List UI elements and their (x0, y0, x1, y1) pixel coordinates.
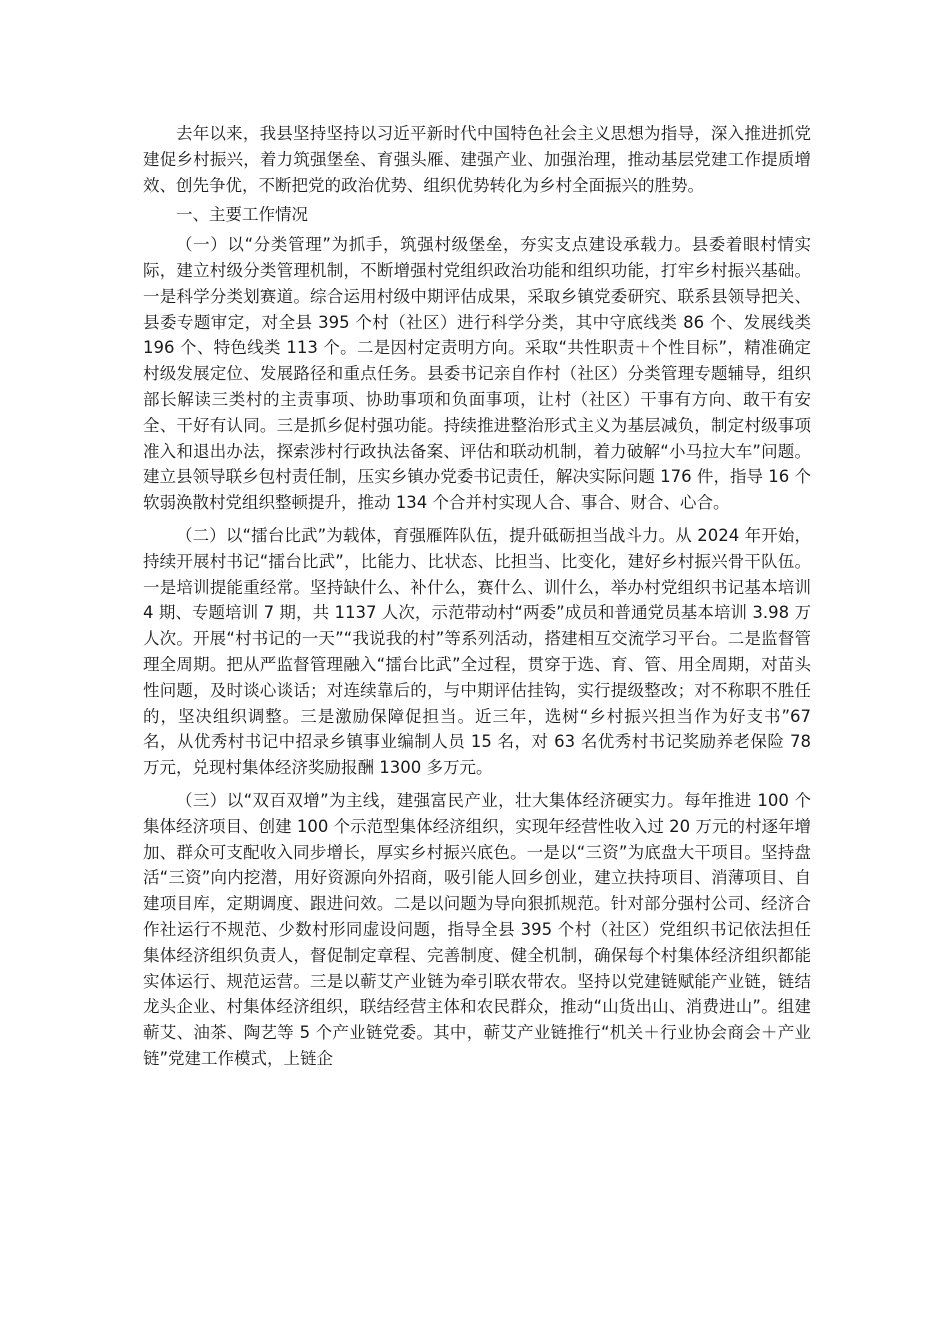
paragraph-3: （三）以“双百双增”为主线，建强富民产业，壮大集体经济硬实力。每年推进 100 个集体经济项目、创建 100 个示范型集体经济组织，实现年经营性收入过 20 万元的村逐年增加、群众可支配收入同步增长，厚实乡村振兴底色。一是以“三资”为底盘大干项目。坚持盘活“三资”向内挖潜，用好资源向外招商，吸引能人回乡创业，建立扶持项目、消薄项目、自建项目库，定期调度、跟进问效。二是以问题为导向狠抓规范。针对部分强村公司、经济合作社运行不规范、少数村形同虚设问题，指导全县 395 个村（社区）党组织书记依法担任集体经济组织负责人，督促制定章程、完善制度、健全机制，确保每个村集体经济组织都能实体运行、规范运营。三是以蕲艾产业链为牵引联农带农。坚持以党建链赋能产业链，链结龙头企业、村集体经济组织，联结经营主体和农民群众，推动“山货出山、消费进山”。组建蕲艾、油茶、陶艺等 5 个产业链党委。其中，蕲艾产业链推行“机关＋行业协会商会＋产业链”党建工作模式，上链企 (143, 790, 811, 1068)
document-page (143, 121, 811, 1072)
paragraph-2: （二）以“擂台比武”为载体，育强雁阵队伍，提升砥砺担当战斗力。从 2024 年开始，持续开展村书记“擂台比武”，比能力、比状态、比担当、比变化，建好乡村振兴骨干队伍。一是培训提能重经常。坚持缺什么、补什么，赛什么、训什么，举办村党组织书记基本培训 4 期、专题培训 7 期，共 1137 人次，示范带动村“两委”成员和普通党员基本培训 3.98 万人次。开展“村书记的一天”“我说我的村”等系列活动，搭建相互交流学习平台。二是监督管理全周期。把从严监督管理融入“擂台比武”全过程，贯穿于选、育、管、用全周期，对苗头性问题，及时谈心谈话；对连续靠后的，与中期评估挂钩，实行提级整改；对不称职不胜任的，坚决组织调整。三是激励保障促担当。近三年，选树“乡村振兴担当作为好支书”67 名，从优秀村书记中招录乡镇事业编制人员 15 名，对 63 名优秀村书记奖励养老保险 78 万元，兑现村集体经济奖励报酬 1300 多万元。 (143, 525, 811, 778)
paragraph-1: （一）以“分类管理”为抓手，筑强村级堡垒，夯实支点建设承载力。县委着眼村情实际，建立村级分类管理机制，不断增强村党组织政治功能和组织功能，打牢乡村振兴基础。一是科学分类划赛道。综合运用村级中期评估成果，采取乡镇党委研究、联系县领导把关、县委专题审定，对全县 395 个村（社区）进行科学分类，其中守底线类 86 个、发展线类 196 个、特色线类 113 个。二是因村定责明方向。采取“共性职责＋个性目标”，精准确定村级发展定位、发展路径和重点任务。县委书记亲自作村（社区）分类管理专题辅导，组织部长解读三类村的主责事项、协助事项和负面事项，让村（社区）干事有方向、敢干有安全、干好有认同。三是抓乡促村强功能。持续推进整治形式主义为基层减负，制定村级事项准入和退出办法，探索涉村行政执法备案、评估和联动机制，着力破解“小马拉大车”问题。建立县领导联乡包村责任制，压实乡镇办党委书记责任，解决实际问题 176 件，指导 16 个软弱涣散村党组织整顿提升，推动 134 个合并村实现人合、事合、财合、心合。 (143, 235, 811, 513)
intro-paragraph: 去年以来，我县坚持坚持以习近平新时代中国特色社会主义思想为指导，深入推进抓党建促乡村振兴，着力筑强堡垒、育强头雁、建强产业、加强治理，推动基层党建工作提质增效、创先争优，不断把党的政治优势、组织优势转化为乡村全面振兴的胜势。 (143, 124, 811, 195)
section-heading: 一、主要工作情况 (176, 205, 308, 225)
